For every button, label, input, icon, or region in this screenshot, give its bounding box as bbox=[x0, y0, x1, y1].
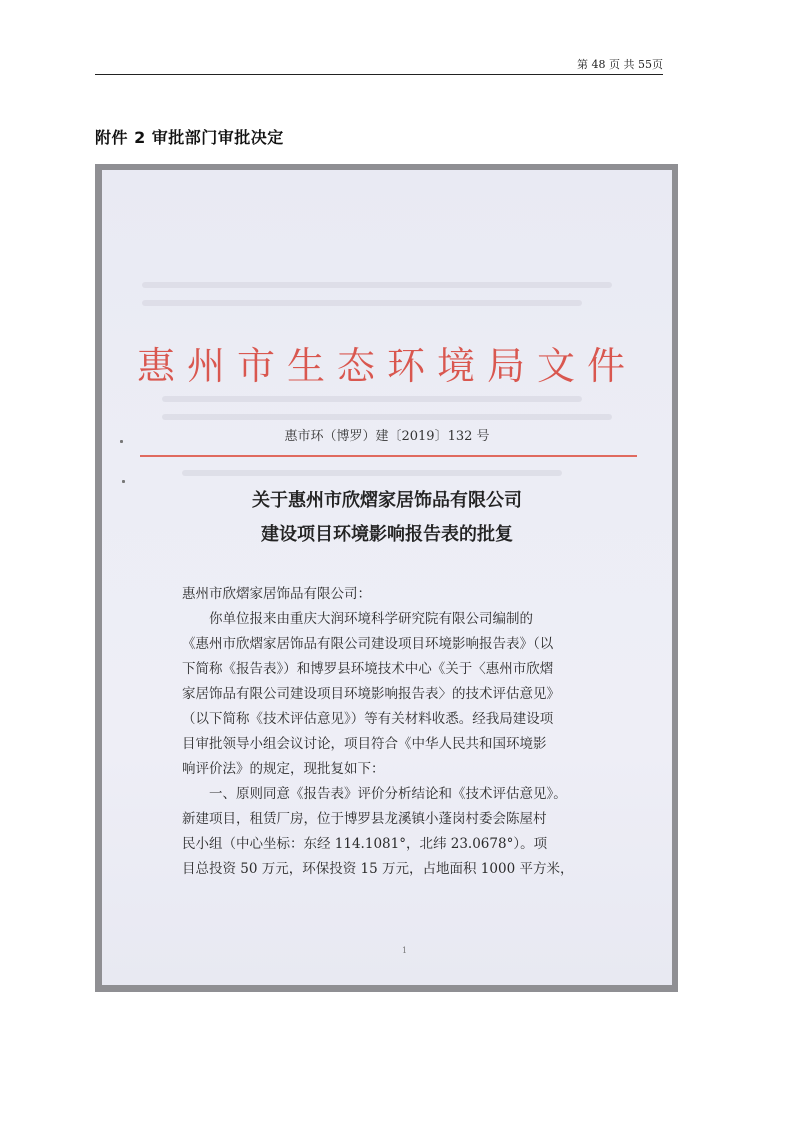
scan-speck bbox=[120, 440, 123, 443]
scan-speck bbox=[122, 480, 125, 483]
page-number: 第 48 页 共 55页 bbox=[577, 58, 663, 71]
section-heading: 附件 2 审批部门审批决定 bbox=[95, 128, 284, 147]
body-line: 新建项目，租赁厂房，位于博罗县龙溪镇小蓬岗村委会陈屋村 bbox=[182, 811, 547, 827]
document-page-mark: 1 bbox=[402, 946, 408, 955]
scanned-document-frame bbox=[95, 164, 678, 992]
body-line: 下简称《报告表》）和博罗县环境技术中心《关于〈惠州市欣熠 bbox=[182, 661, 554, 677]
body-line: 目审批领导小组会议讨论，项目符合《中华人民共和国环境影 bbox=[182, 736, 547, 752]
document-title-line-1: 关于惠州市欣熠家居饰品有限公司 bbox=[252, 490, 522, 511]
page-header bbox=[95, 58, 663, 75]
body-line: （以下简称《技术评估意见》）等有关材料收悉。经我局建设项 bbox=[182, 711, 554, 727]
body-line: 一、原则同意《报告表》评价分析结论和《技术评估意见》。 bbox=[182, 786, 567, 802]
document-number: 惠市环（博罗）建〔2019〕132 号 bbox=[284, 429, 490, 444]
body-line: 目总投资 50 万元，环保投资 15 万元，占地面积 1000 平方米， bbox=[182, 861, 574, 877]
body-line: 家居饰品有限公司建设项目环境影响报告表〉的技术评估意见》 bbox=[182, 686, 560, 702]
document-header-title: 惠州市生态环境局文件 bbox=[136, 344, 637, 388]
body-line: 民小组（中心坐标：东经 114.1081°，北纬 23.0678°）。项 bbox=[182, 836, 548, 852]
body-line: 响评价法》的规定，现批复如下： bbox=[182, 761, 385, 777]
body-line: 惠州市欣熠家居饰品有限公司： bbox=[182, 586, 371, 602]
scanned-document bbox=[102, 170, 672, 985]
body-line: 《惠州市欣熠家居饰品有限公司建设项目环境影响报告表》（以 bbox=[182, 636, 554, 652]
body-line: 你单位报来由重庆大润环境科学研究院有限公司编制的 bbox=[182, 611, 533, 627]
document-title-line-2: 建设项目环境影响报告表的批复 bbox=[261, 524, 513, 545]
red-divider bbox=[140, 455, 637, 457]
